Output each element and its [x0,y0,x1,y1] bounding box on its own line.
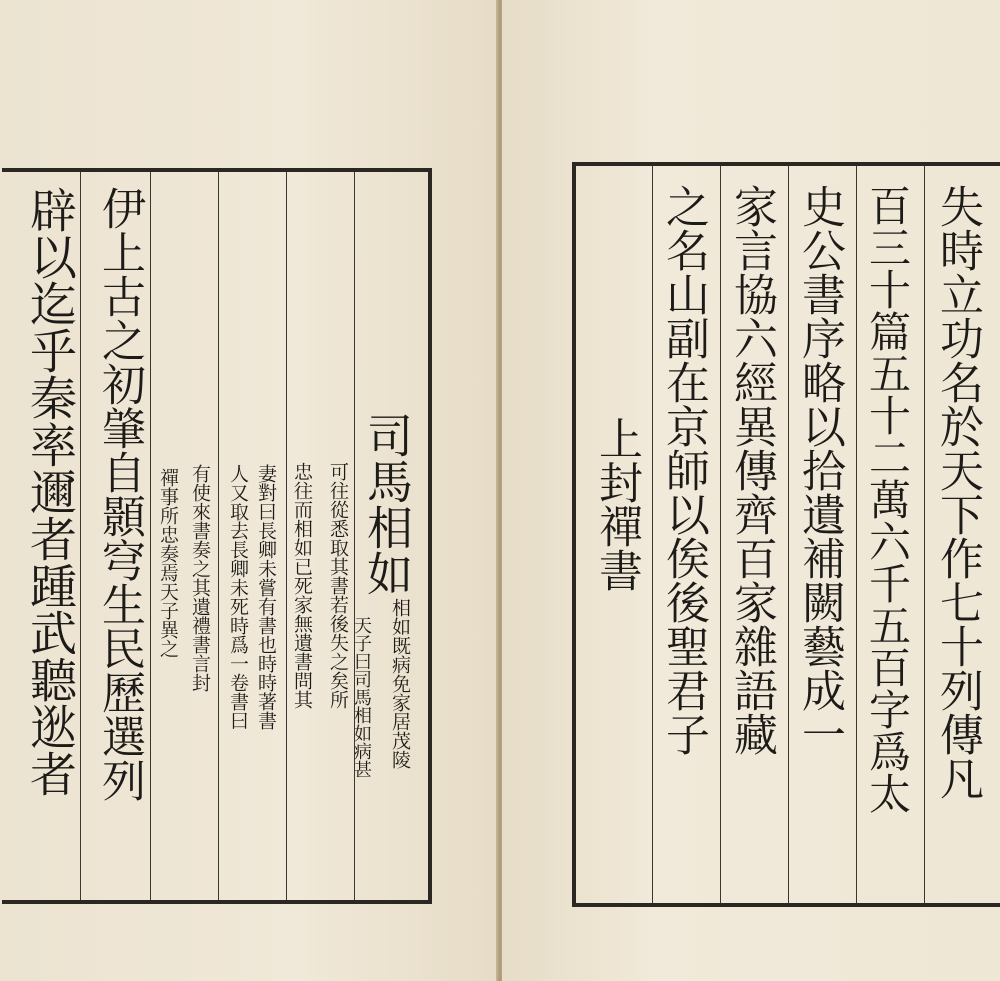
biography-title: 司馬相如 [360,412,414,596]
right-page [502,0,1000,981]
note-line-8: 相如既病免家居茂陵 [389,598,411,769]
right-column-3: 史公書序略以拾遺補闕藝成一 [794,184,845,756]
right-column-4: 家言協六經異傳齊百家雜語藏 [726,184,777,756]
right-text-frame [572,162,1000,907]
left-page [0,0,498,981]
note-line-6: 可往從悉取其書若後失之矣所 [327,462,349,709]
left-column-2: 伊上古之初肇自顥穹生民歷選列 [94,186,145,802]
left-text-frame [2,168,432,904]
note-line-2: 禪事所忠奏焉天子異之 [157,468,179,658]
left-column-1: 辟以迄乎秦率邇者踵武聽逖者 [22,186,77,797]
note-line-7: 天子曰司馬相如病甚 [351,616,372,778]
note-line-4: 妻對曰長卿未嘗有書也時時著書 [255,464,277,730]
note-line-5: 忠往而相如已死家無遺書問其 [291,462,313,709]
right-column-5: 之名山副在京師以俟後聖君子 [658,184,709,756]
right-column-2: 百三十篇五十二萬六千五百字爲太 [863,184,912,814]
right-column-1: 失時立功名於天下作七十列傳凡 [932,184,983,800]
sub-heading: 上封禪書 [591,416,642,592]
note-line-1: 有使來書奏之其遺禮書言封 [189,464,211,692]
note-line-3: 人又取去長卿未死時爲一卷書曰 [227,464,249,730]
